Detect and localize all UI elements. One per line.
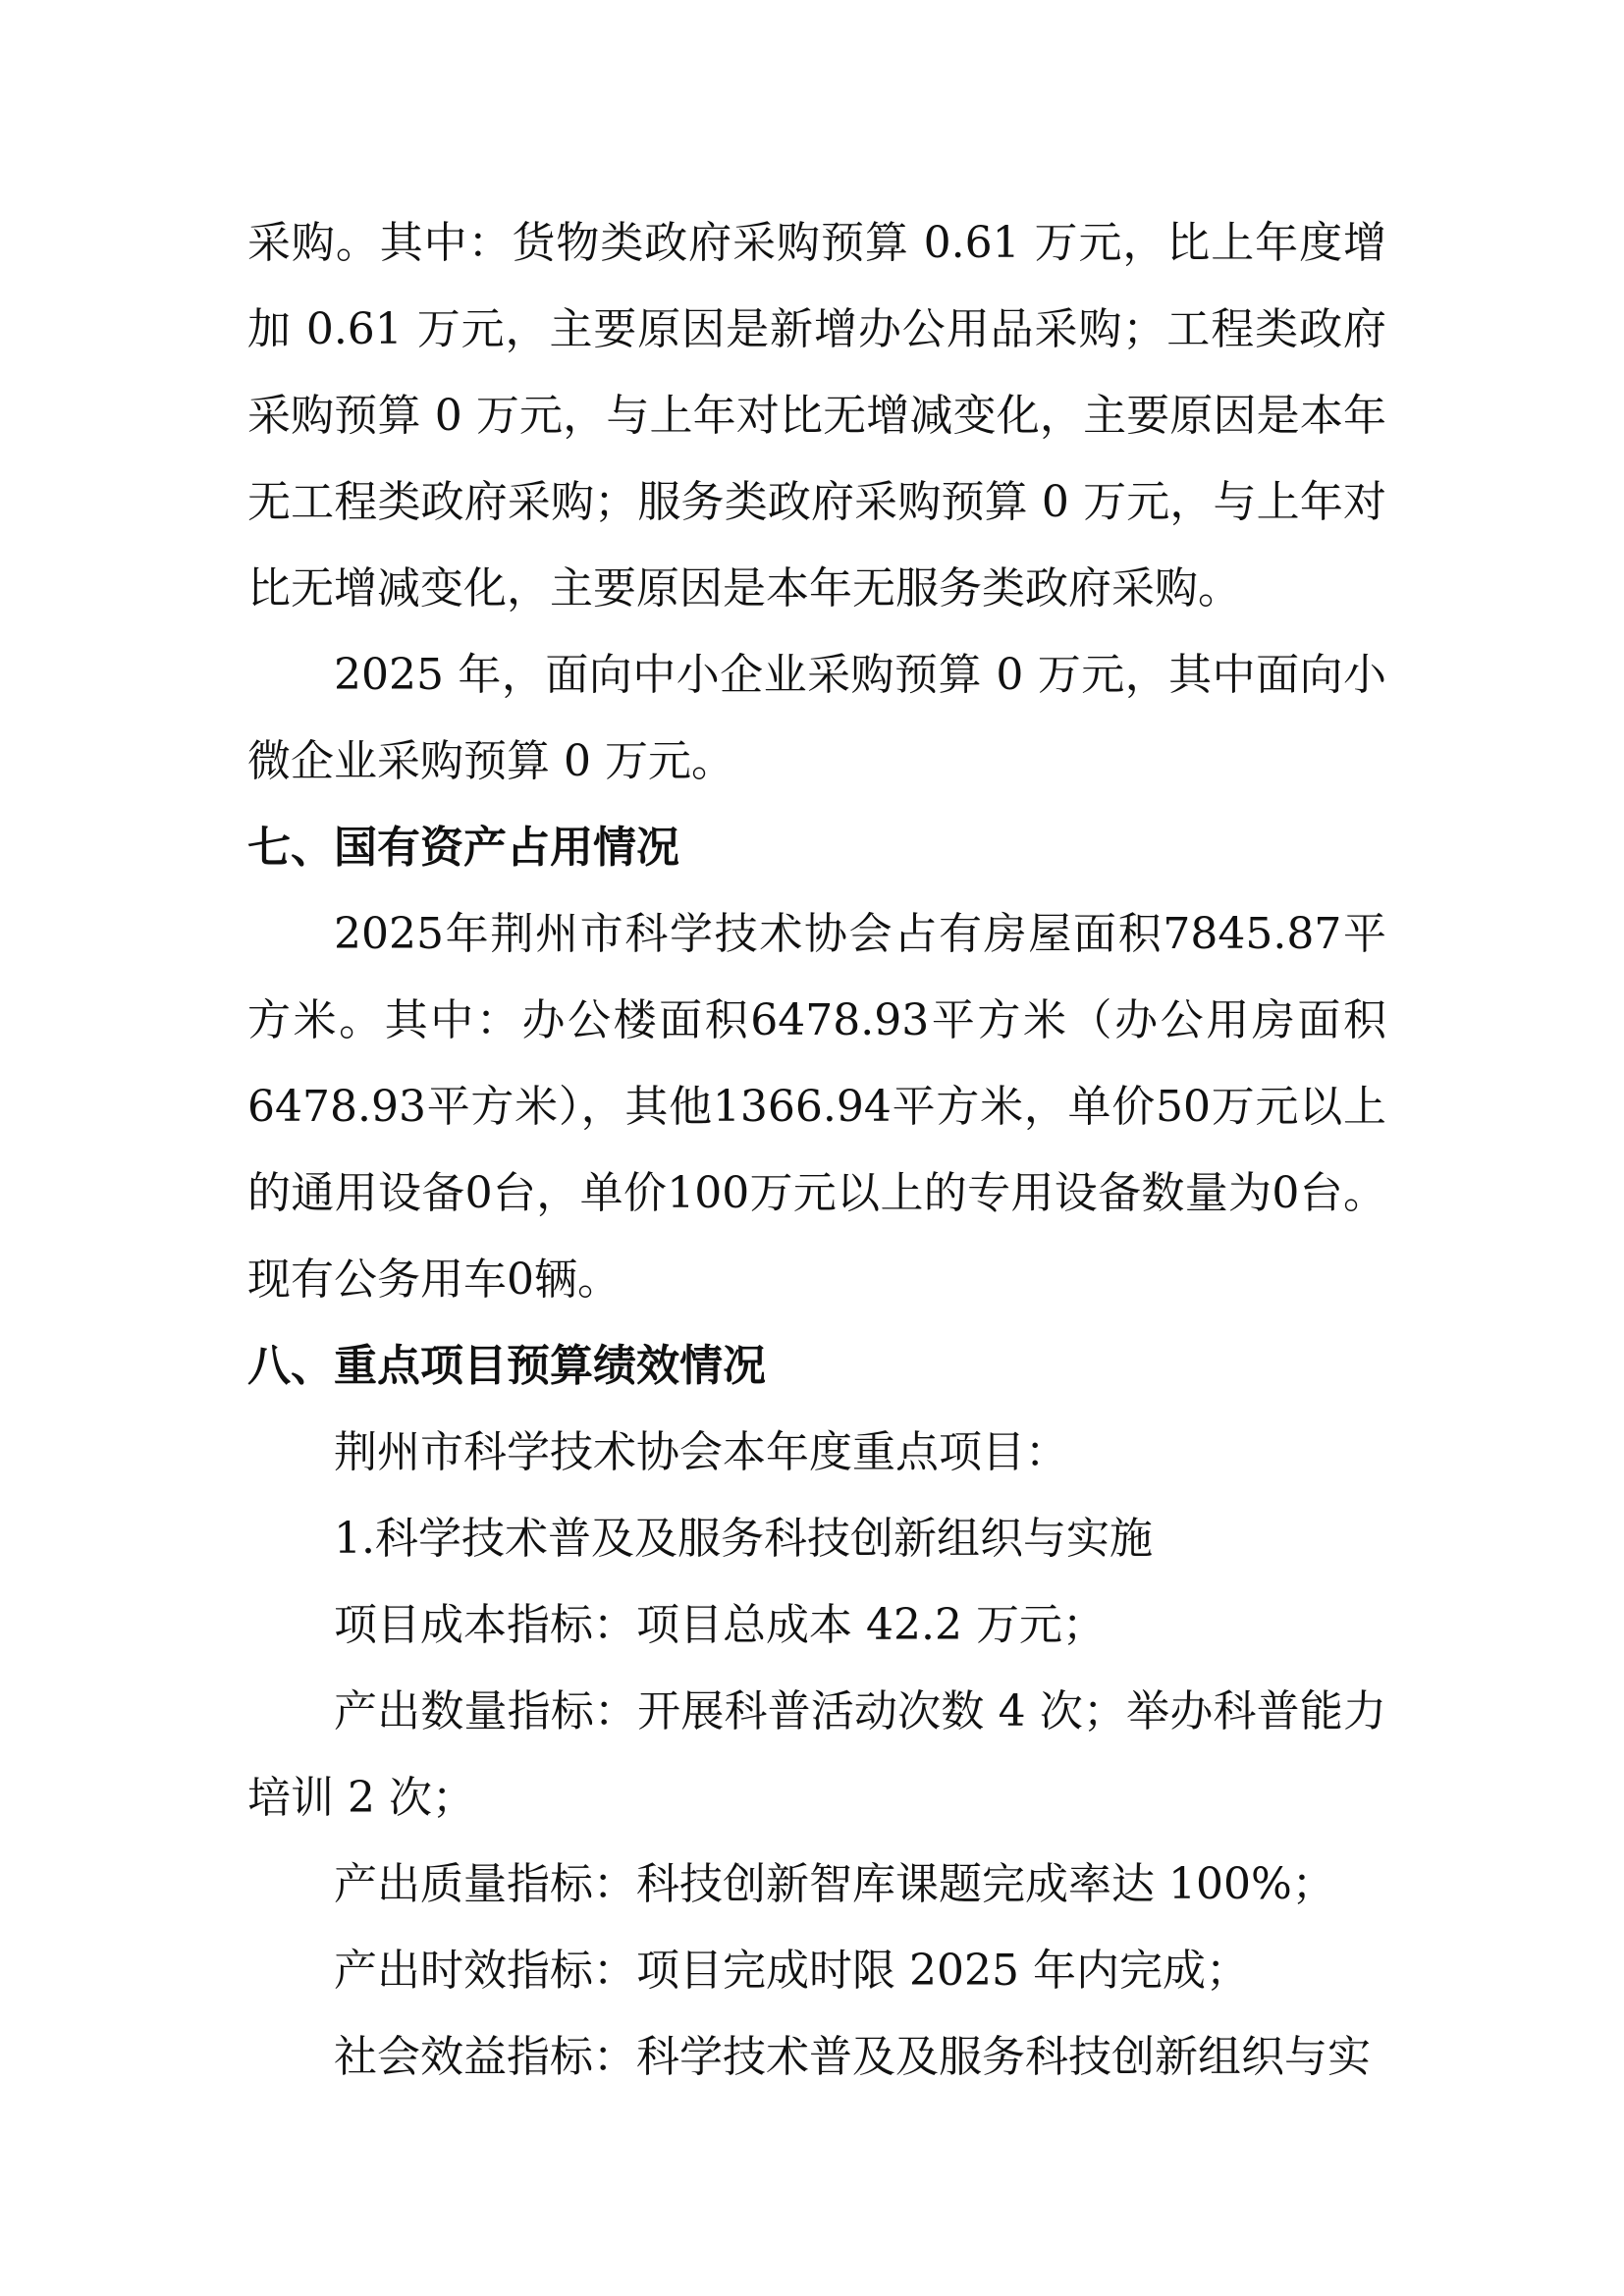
paragraph-procurement: 采购。其中：货物类政府采购预算 0.61 万元，比上年度增加 0.61 万元，主要原因是新增办公用品采购；工程类政府采购预算 0 万元，与上年对比无增减变化，主要原因是本年无工程类政府采购；服务类政府采购预算 0 万元，与上年对比无增减变化，主要原因是本年无服务类政府采购。 <box>247 218 1386 614</box>
section-heading-key-projects: 八、重点项目预算绩效情况 <box>247 1341 766 1391</box>
paragraph-output-timeliness: 产出时效指标：项目完成时限 2025 年内完成； <box>334 1946 1249 1996</box>
paragraph-project-title: 1.科学技术普及及服务科技创新组织与实施 <box>334 1514 1153 1564</box>
paragraph-output-quantity: 产出数量指标：开展科普活动次数 4 次；举办科普能力培训 2 次； <box>247 1686 1386 1823</box>
paragraph-state-assets: 2025年荆州市科学技术协会占有房屋面积7845.87平方米。其中：办公楼面积6478.93平方米（办公用房面积6478.93平方米），其他1366.94平方米，单价50万元以上的通用设备0台，单价100万元以上的专用设备数量为0台。现有公务用车0辆。 <box>247 909 1386 1305</box>
paragraph-sme-procurement: 2025 年，面向中小企业采购预算 0 万元，其中面向小微企业采购预算 0 万元。 <box>247 650 1386 786</box>
paragraph-output-quality: 产出质量指标：科技创新智库课题完成率达 100%； <box>334 1859 1335 1909</box>
paragraph-cost-indicator: 项目成本指标：项目总成本 42.2 万元； <box>334 1600 1106 1650</box>
paragraph-key-projects-intro: 荆州市科学技术协会本年度重点项目： <box>334 1427 1068 1477</box>
paragraph-social-benefit: 社会效益指标：科学技术普及及服务科技创新组织与实 <box>334 2032 1371 2082</box>
document-body <box>247 200 1386 2101</box>
section-heading-state-assets: 七、国有资产占用情况 <box>247 823 679 873</box>
